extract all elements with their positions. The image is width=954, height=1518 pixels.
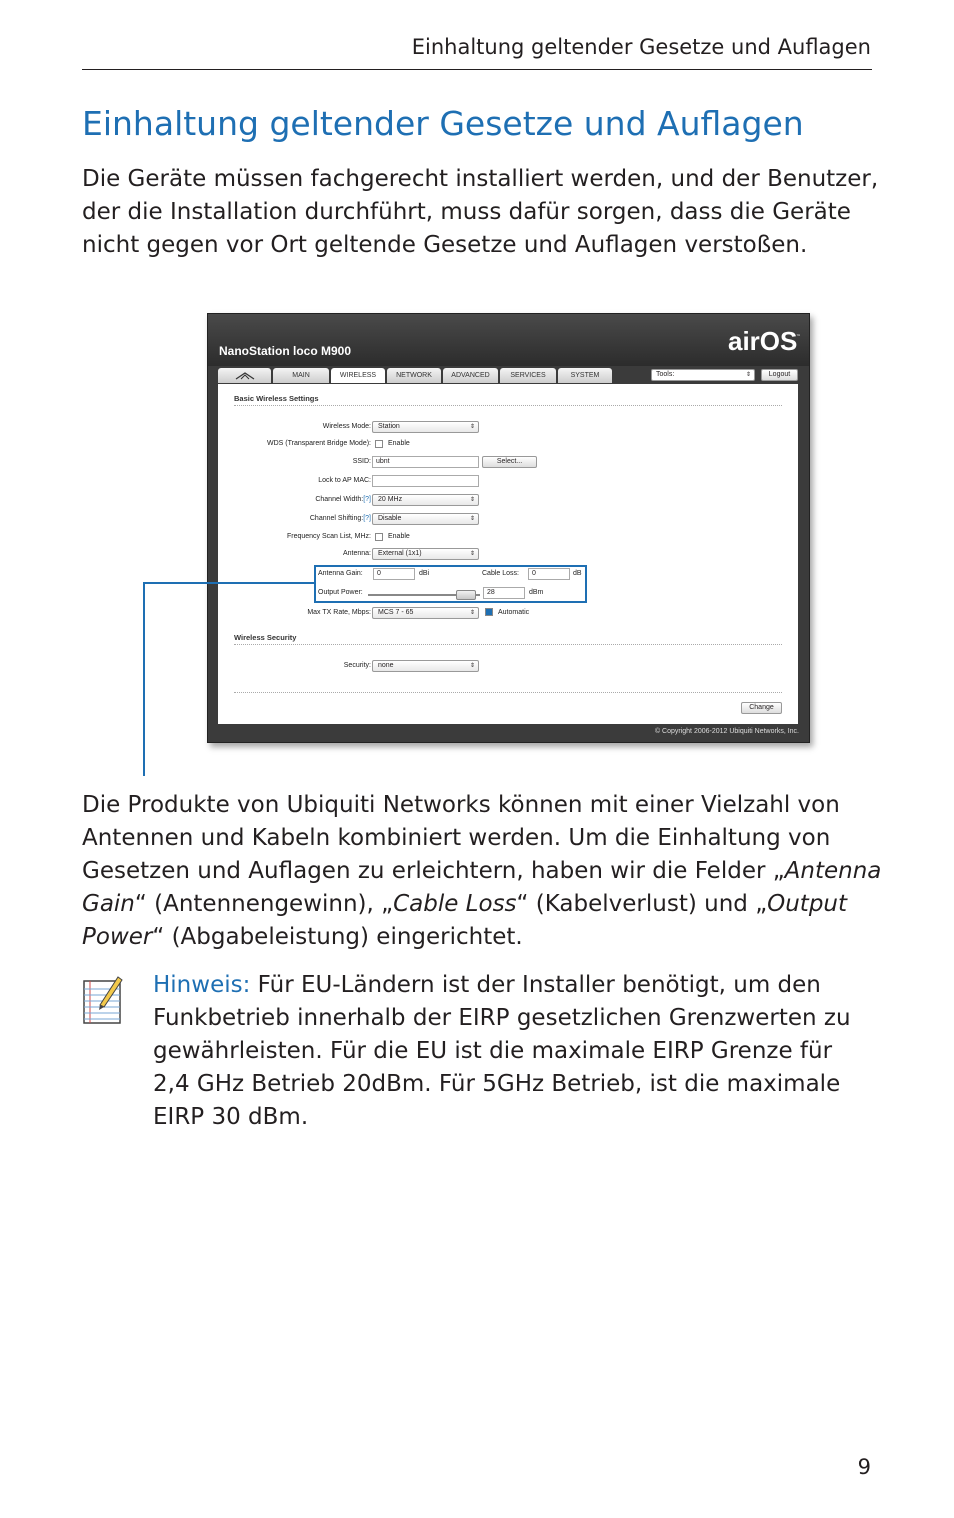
- wds-label: WDS (Transparent Bridge Mode):: [267, 440, 371, 447]
- running-head: Einhaltung geltender Gesetze und Auflagen: [411, 35, 871, 59]
- section-divider: [234, 405, 782, 406]
- para2-text-3: “ (Kabelverlust) und „: [516, 891, 768, 917]
- output-power-input[interactable]: 28: [483, 587, 525, 599]
- channel-shifting-label: [310, 515, 371, 522]
- select-arrow-icon: ⇕: [469, 497, 475, 503]
- antenna-select[interactable]: [372, 548, 479, 560]
- antenna-gain-label: Antenna Gain:: [318, 570, 363, 577]
- tab-logo[interactable]: [218, 368, 271, 383]
- ssid-label: SSID:: [352, 458, 371, 465]
- max-tx-value: MCS 7 - 65: [378, 609, 414, 616]
- output-power-unit: dBm: [529, 589, 544, 596]
- wireless-mode-label: Wireless Mode:: [322, 423, 371, 430]
- tab-bar: [218, 368, 612, 383]
- tab-system[interactable]: SYSTEM: [558, 368, 612, 383]
- freq-scan-label: Frequency Scan List, MHz:: [286, 533, 371, 540]
- tab-network[interactable]: NETWORK: [387, 368, 441, 383]
- para2-text-2: “ (Antennengewinn), „: [134, 891, 394, 917]
- logout-button[interactable]: Logout: [761, 369, 798, 381]
- tab-main[interactable]: MAIN: [273, 368, 329, 383]
- antenna-gain-unit: dBi: [419, 570, 430, 577]
- select-arrow-icon: ⇕: [469, 516, 475, 522]
- select-arrow-icon: ⇕: [469, 424, 475, 430]
- note-pad-icon: [82, 973, 124, 1025]
- para2-text-1: Die Produkte von Ubiquiti Networks können mit einer Vielzahl von Antennen und Kabeln kombiniert werden. Um die Einhaltung von Gesetzen und Auflagen zu erleichtern, haben wir die Felder „: [82, 792, 840, 884]
- cable-loss-label: Cable Loss:: [482, 570, 519, 577]
- term-antenna-gain: Antenna Gain: [82, 858, 882, 917]
- basic-wireless-section-title: Basic Wireless Settings: [234, 394, 319, 403]
- note-label: Hinweis:: [153, 972, 251, 998]
- settings-panel: [218, 384, 798, 724]
- device-brand: NanoStation loco M900: [219, 344, 352, 358]
- note-text: Für EU-Ländern ist der Installer benötigt, um den Funkbetrieb innerhalb der EIRP gesetzlichen Grenzwerten zu gewährleisten. Für die EU ist die maximale EIRP Grenze für 2,4 GHz Betrieb 20dBm. Für 5GHz Betrieb, ist die maximale EIRP 30 dBm.: [153, 972, 851, 1130]
- antenna-gain-input[interactable]: 0: [373, 568, 415, 580]
- change-button[interactable]: Change: [741, 702, 782, 714]
- channel-width-select[interactable]: [372, 494, 479, 506]
- wireless-security-section-title: Wireless Security: [234, 633, 297, 642]
- wireless-mode-value: Station: [378, 423, 400, 430]
- tools-select[interactable]: [651, 369, 755, 381]
- channel-shifting-help-link[interactable]: [?]: [363, 515, 371, 522]
- section-divider: [234, 644, 782, 645]
- section-divider: [234, 692, 782, 693]
- select-arrow-icon: ⇕: [745, 372, 751, 378]
- page-number: 9: [857, 1455, 871, 1479]
- channel-width-label-text: Channel Width:: [315, 496, 364, 503]
- tools-label: Tools:: [656, 371, 675, 378]
- airos-screenshot: [207, 313, 810, 743]
- callout-line-horizontal: [143, 582, 316, 584]
- antenna-value: External (1x1): [378, 550, 422, 557]
- max-tx-select[interactable]: [372, 607, 479, 619]
- airos-tm: ™: [796, 334, 801, 340]
- slider-thumb[interactable]: [456, 590, 476, 600]
- channel-shifting-label-text: Channel Shifting:: [309, 515, 364, 522]
- cable-loss-unit: dB: [573, 570, 582, 577]
- security-select[interactable]: [372, 660, 479, 672]
- output-power-label: Output Power:: [318, 589, 363, 596]
- lock-ap-mac-label: Lock to AP MAC:: [318, 477, 371, 484]
- channel-width-help-link[interactable]: [?]: [363, 496, 371, 503]
- ubiquiti-logo-icon: [235, 372, 255, 380]
- page-title: Einhaltung geltender Gesetze und Auflagen: [82, 104, 804, 143]
- security-label: Security:: [343, 662, 371, 669]
- freq-scan-enable-label: Enable: [388, 533, 410, 540]
- callout-line-vertical: [143, 582, 145, 776]
- select-arrow-icon: ⇕: [469, 610, 475, 616]
- automatic-label: Automatic: [498, 609, 530, 616]
- output-power-slider[interactable]: [368, 590, 480, 600]
- freq-scan-checkbox[interactable]: [375, 533, 383, 541]
- antenna-paragraph: [82, 789, 882, 954]
- ssid-input[interactable]: ubnt: [372, 456, 479, 468]
- cable-loss-input[interactable]: 0: [528, 568, 570, 580]
- note-paragraph: [153, 969, 863, 1134]
- term-output-power: Output Power: [82, 891, 848, 950]
- select-arrow-icon: ⇕: [469, 663, 475, 669]
- lock-ap-mac-input[interactable]: [372, 475, 479, 487]
- channel-shifting-value: Disable: [378, 515, 402, 522]
- channel-width-label: [315, 496, 371, 503]
- tab-advanced[interactable]: ADVANCED: [443, 368, 498, 383]
- wireless-mode-select[interactable]: [372, 421, 479, 433]
- para2-text-4: “ (Abgabeleistung) eingerichtet.: [152, 924, 523, 950]
- antenna-label: Antenna:: [342, 550, 371, 557]
- wds-checkbox[interactable]: [375, 440, 383, 448]
- copyright-text: © Copyright 2006-2012 Ubiquiti Networks, Inc.: [654, 728, 799, 735]
- max-tx-label: Max TX Rate, Mbps:: [307, 609, 371, 616]
- security-value: none: [378, 662, 394, 669]
- channel-width-value: 20 MHz: [378, 496, 403, 503]
- screenshot-header: [208, 314, 809, 366]
- tab-wireless[interactable]: WIRELESS: [331, 368, 385, 383]
- channel-shifting-select[interactable]: [372, 513, 479, 525]
- term-cable-loss: Cable Loss: [393, 891, 517, 917]
- select-arrow-icon: ⇕: [469, 551, 475, 557]
- head-rule: [82, 69, 872, 70]
- airos-logo: airOS: [728, 326, 798, 356]
- intro-paragraph: Die Geräte müssen fachgerecht installiert werden, und der Benutzer, der die Installation durchführt, muss dafür sorgen, dass die Geräte nicht gegen vor Ort geltende Gesetze und Auflagen verstoßen.: [82, 166, 879, 258]
- automatic-checkbox[interactable]: [485, 608, 493, 616]
- ssid-select-button[interactable]: Select...: [482, 456, 537, 468]
- tab-services[interactable]: SERVICES: [500, 368, 556, 383]
- wds-enable-label: Enable: [388, 440, 410, 447]
